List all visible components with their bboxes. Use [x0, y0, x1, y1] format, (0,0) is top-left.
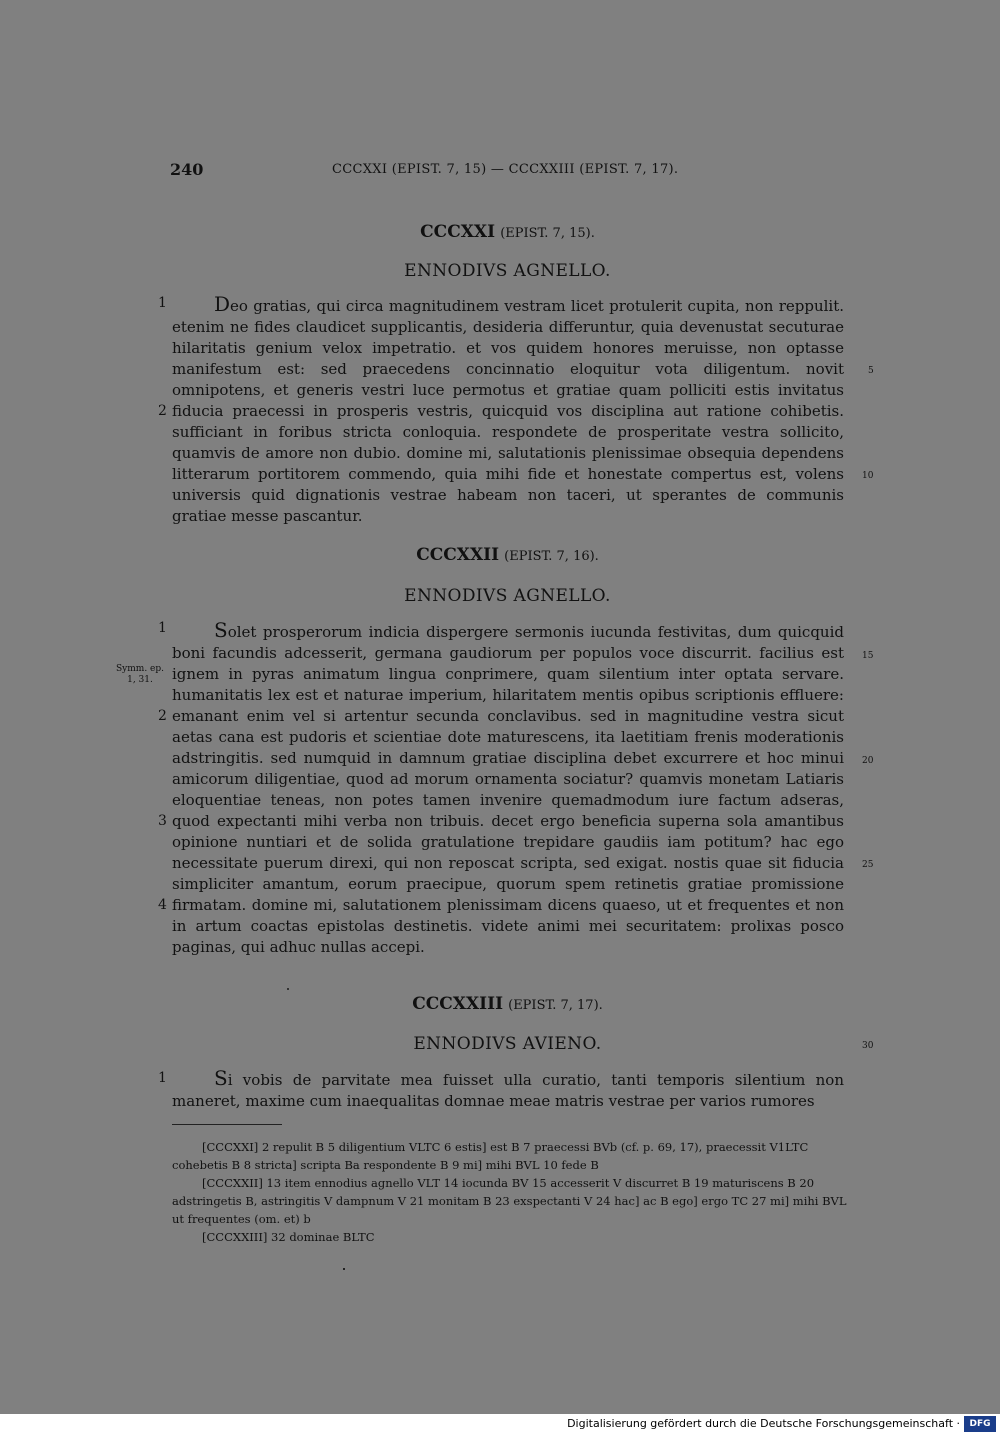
letter-addressee: ENNODIVS AGNELLO.: [404, 586, 611, 606]
letter-heading-cccxxii: [170, 545, 845, 565]
line-number: 5: [868, 366, 874, 376]
letter-addressee: ENNODIVS AVIENO.: [413, 1034, 602, 1054]
digitization-footer: [0, 1414, 1000, 1434]
letter-addressee: ENNODIVS AGNELLO.: [404, 261, 611, 281]
ink-speck: [343, 1268, 345, 1270]
letter-epist-ref: (EPIST. 7, 17).: [508, 998, 603, 1013]
letter-heading-cccxxiii: [170, 994, 845, 1014]
paragraph-number: 1: [158, 1070, 167, 1086]
initial-letter: S: [214, 618, 228, 642]
paragraph-number: 1: [158, 295, 167, 311]
letter-text: olet prosperorum indicia dispergere sermonis iucunda festivitas, dum quicquid boni facundis adcesserit, germana gaudiorum per populos voce discurrit. facilius est ignem in pyras animatum lingua conprimere, quam silentium inter optata servare. humanitatis lex est et naturae imperium, hilaritatem mentis opibus scriptionis effluere: emanant enim vel si artentur secunda conclavibus. sed in magnitudine vestra sicut aetas cana est pudoris et scientiae dote maturescens, ita laetitiam frenis moderationis adstringitis. sed numquid in damnum gratiae disciplina debet excurrere et hoc minui amicorum diligentiae, quod ad morum ornamenta sociatur? quamvis monetam Latiaris eloquentiae teneas, non potes tamen invenire quemadmodum iure factum adseras, quod expectanti mihi verba non tribuis. decet ergo beneficia superna sola amantibus opinione nuntiari et de solida gratulatione trepidare gaudiis iam potitum? hac ego necessitate puerum direxi, qui non reposcat scripta, sed exigat. nostis quae sit fiducia simpliciter amantum, eorum praecipue, quorum spem retinetis gratiae promissione firmatam. domine mi, salutationem plenissimam dicens quaeso, ut et frequentes et non in artum coactas epistolas destinetis. videte animi mei securitatem: prolixas posco paginas, qui adhuc nullas accepi.: [172, 623, 844, 956]
initial-letter: D: [214, 292, 231, 316]
letter-number: CCCXXI: [420, 222, 496, 242]
letter-body: [172, 294, 844, 529]
dfg-logo[interactable]: DFG: [964, 1416, 996, 1432]
funding-notice: Digitalisierung gefördert durch die Deutsche Forschungsgemeinschaft ·: [567, 1417, 960, 1430]
apparatus-rule: [172, 1124, 282, 1125]
line-number: 30: [862, 1041, 874, 1051]
line-number: 10: [862, 471, 874, 481]
paragraph-number: 2: [158, 708, 167, 724]
running-title: CCCXXI (EPIST. 7, 15) — CCCXXIII (EPIST. 7, 17).: [332, 162, 679, 177]
paragraph-number: 2: [158, 403, 167, 419]
paragraph-number: 3: [158, 813, 167, 829]
letter-number: CCCXXIII: [412, 994, 504, 1014]
line-number: 25: [862, 860, 874, 870]
paragraph-number: 1: [158, 620, 167, 636]
letter-text: i vobis de parvitate mea fuisset ulla curatio, tanti temporis silentium non maneret, maxime cum inaequalitas domnae meae matris vestrae per varios rumores: [172, 1071, 844, 1110]
initial-letter: S: [214, 1066, 228, 1090]
letter-text: eo gratias, qui circa magnitudinem vestram licet protulerit cupita, non reppulit. etenim ne fides claudicet supplicantis, desideria differuntur, quia devenustat secuturae hilaritatis genium velox impetratio. et vos quidem honores meruisse, non optasse manifestum est: sed praecedens concinnatio eloquitur vota diligentum. novit omnipotens, et generis vestri luce permotus et gratiae quam polliciti estis invitatus fiducia praecessi in prosperis vestris, quicquid vos disciplina aut ratione cohibetis. sufficiant in foribus stricta conloquia. respondete de prosperitate vestra sollicito, quamvis de amore non dubio. domine mi, salutationis plenissimae obsequia dependens litterarum portitorem commendo, quia mihi fide et honestate compertus est, volens universis quid dignationis vestrae habeam non taceri, ut sperantes de communis gratiae messe pascantur.: [172, 297, 844, 525]
ink-speck: [287, 988, 289, 990]
letter-heading-cccxxi: [170, 222, 845, 242]
line-number: 20: [862, 756, 874, 766]
page-number: 240: [170, 160, 204, 179]
letter-epist-ref: (EPIST. 7, 16).: [504, 549, 599, 564]
marginal-citation: Symm. ep. 1, 31.: [116, 664, 164, 685]
paragraph-number: 4: [158, 897, 167, 913]
apparatus-note: [CCCXXII] 13 item ennodius agnello VLT 14 iocunda BV 15 accesserit V discurret B 19 maturiscens B 20 adstringetis B, astringitis V dampnum V 21 monitam B 23 exspectanti V 24 hac] ac B ego] ergo TC 27 mi] mihi BVL ut frequentes (om. et) b: [172, 1176, 847, 1226]
page-header: [170, 160, 845, 184]
apparatus-note: [CCCXXIII] 32 dominae BLTC: [202, 1230, 375, 1244]
critical-apparatus: [172, 1138, 847, 1246]
line-number: 15: [862, 651, 874, 661]
letter-epist-ref: (EPIST. 7, 15).: [500, 226, 595, 241]
letter-number: CCCXXII: [416, 545, 500, 565]
apparatus-note: [CCCXXI] 2 repulit B 5 diligentium VLTC 6 estis] est B 7 praecessi BVb (cf. p. 69, 17), praecessit V1LTC cohebetis B 8 stricta] scripta Ba respondente B 9 mi] mihi BVL 10 fede B: [172, 1140, 809, 1172]
letter-body: [172, 1068, 844, 1112]
letter-body: [172, 620, 844, 960]
